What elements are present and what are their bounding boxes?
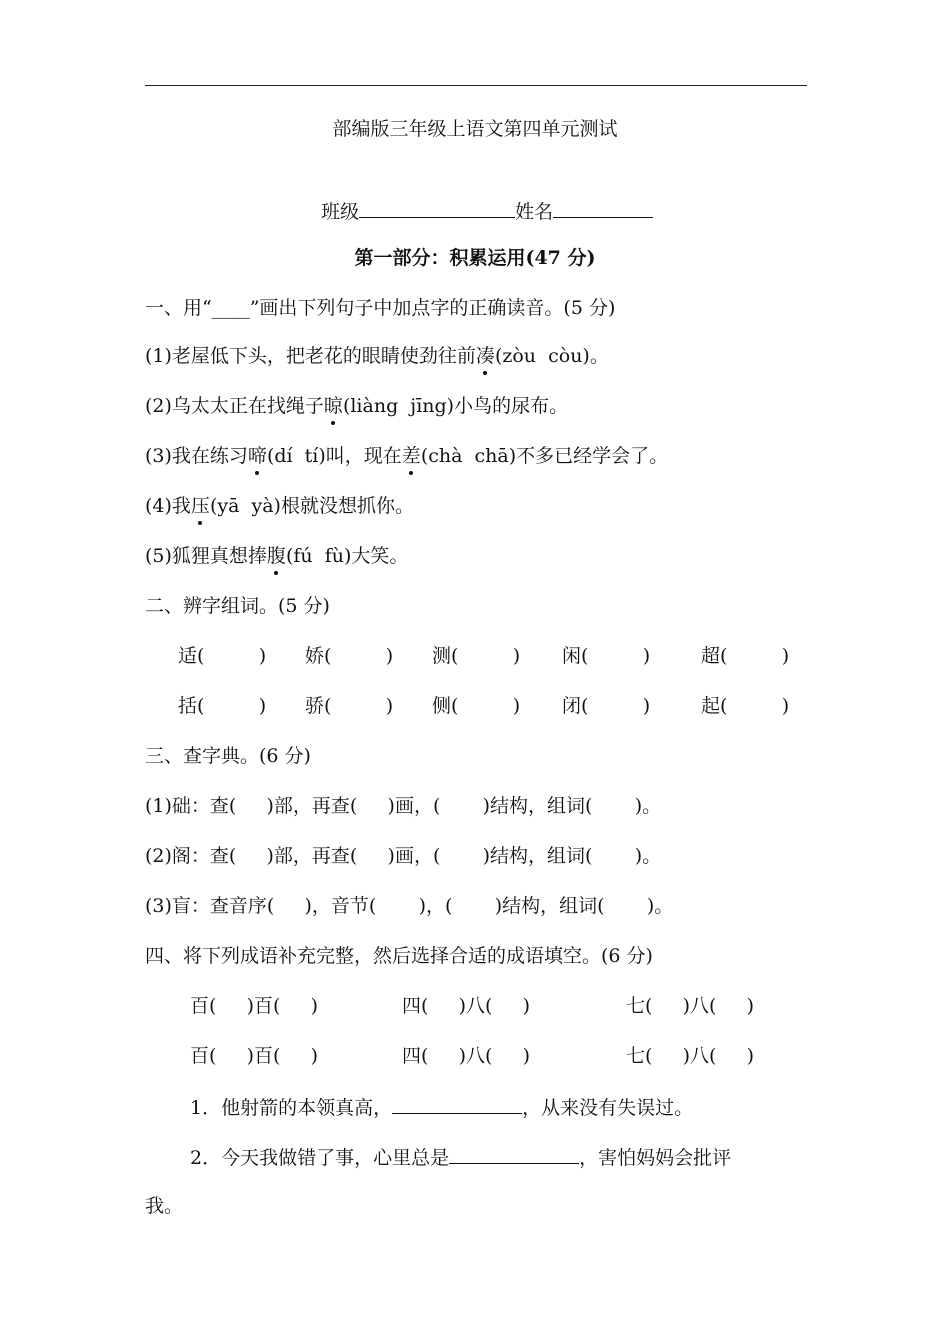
q3-item-1: (1)础：查( )部，再查( )画，( )结构，组词( )。 xyxy=(145,795,662,817)
page-title: 部编版三年级上语文第四单元测试 xyxy=(332,118,618,140)
q1-instruction: 一、用“____”画出下列句子中加点字的正确读音。(5 分) xyxy=(145,297,616,319)
sentence-blank[interactable] xyxy=(392,1093,522,1114)
dotted-char: 啼 xyxy=(247,445,267,467)
student-info-row xyxy=(0,171,950,251)
q3-item-2: (2)阁：查( )部，再查( )画，( )结构，组词( )。 xyxy=(145,845,662,867)
class-label: 班级 xyxy=(321,201,360,223)
q3-item-3: (3)盲：查音序( )，音节( )，( )结构，组词( )。 xyxy=(145,895,674,917)
idiom-cell: 七( )八( ) xyxy=(626,995,755,1017)
q2-cell: 起( ) xyxy=(701,695,790,717)
q2-instruction: 二、辨字组词。(5 分) xyxy=(145,595,330,617)
q2-cell: 闲( ) xyxy=(562,645,651,667)
q1-item-4: (4)我压(yā yà)根就没想抓你。 xyxy=(145,495,414,517)
q1-item-1: (1)老屋低下头，把老花的眼睛使劲往前凑(zòu còu)。 xyxy=(145,345,609,367)
part1-heading: 第一部分：积累运用(47 分) xyxy=(354,247,596,269)
top-rule xyxy=(145,85,807,86)
q1-item-2: (2)乌太太正在找绳子晾(liàng jīng)小鸟的尿布。 xyxy=(145,395,569,417)
idiom-cell: 四( )八( ) xyxy=(402,995,531,1017)
name-label: 姓名 xyxy=(515,201,554,223)
dotted-char: 差 xyxy=(401,445,421,467)
q1-item-3: (3)我在练习啼(dí tí)叫，现在差(chà chā)不多已经学会了。 xyxy=(145,445,669,467)
dotted-char: 腹 xyxy=(266,545,286,567)
q2-cell: 侧( ) xyxy=(432,695,521,717)
q2-cell: 适( ) xyxy=(178,645,267,667)
q2-cell: 娇( ) xyxy=(305,645,394,667)
q1-item-5: (5)狐狸真想捧腹(fú fù)大笑。 xyxy=(145,545,409,567)
q2-cell: 测( ) xyxy=(432,645,521,667)
sentence-blank[interactable] xyxy=(449,1143,579,1164)
idiom-cell: 四( )八( ) xyxy=(402,1045,531,1067)
q2-cell: 超( ) xyxy=(701,645,790,667)
q2-cell: 骄( ) xyxy=(305,695,394,717)
idiom-cell: 百( )百( ) xyxy=(190,995,319,1017)
q4-instruction: 四、将下列成语补充完整，然后选择合适的成语填空。(6 分) xyxy=(145,945,653,967)
q4-sentence-2-cont: 我。 xyxy=(145,1195,184,1217)
q4-sentence-2: 2．今天我做错了事，心里总是 ，害怕妈妈会批评 xyxy=(190,1143,731,1171)
q3-instruction: 三、查字典。(6 分) xyxy=(145,745,311,767)
q2-cell: 闭( ) xyxy=(562,695,651,717)
q2-cell: 括( ) xyxy=(178,695,267,717)
idiom-cell: 七( )八( ) xyxy=(626,1045,755,1067)
name-blank[interactable] xyxy=(553,197,653,218)
dotted-char: 压 xyxy=(190,495,210,517)
idiom-cell: 百( )百( ) xyxy=(190,1045,319,1067)
dotted-char: 凑 xyxy=(475,345,495,367)
class-blank[interactable] xyxy=(359,197,515,218)
q4-sentence-1: 1．他射箭的本领真高， ，从来没有失误过。 xyxy=(190,1093,693,1121)
dotted-char: 晾 xyxy=(323,395,343,417)
